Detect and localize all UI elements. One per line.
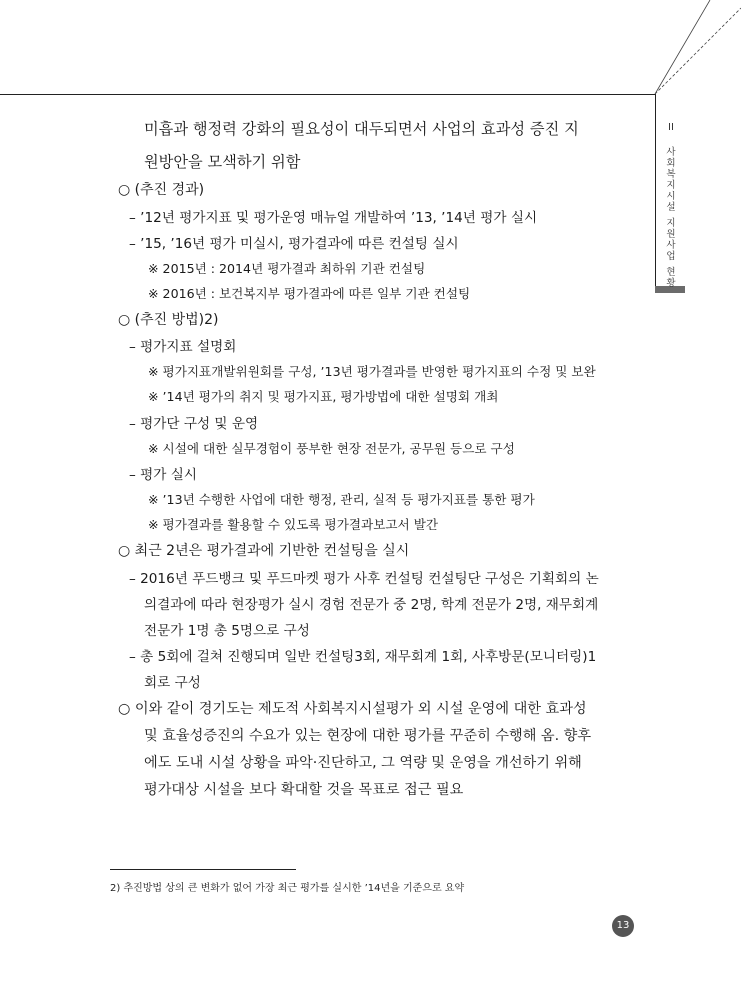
body-line: – ’12년 평가지표 및 평가운영 매뉴얼 개발하여 ’13, ’14년 평가 실시 (129, 210, 538, 226)
body-line: 미흡과 행정력 강화의 필요성이 대두되면서 사업의 효과성 증진 지 (144, 120, 579, 138)
body-line: ○ (추진 방법)2) (118, 312, 219, 328)
body-line: 전문가 1명 총 5명으로 구성 (144, 623, 310, 639)
chapter-title-char: 지 (666, 180, 676, 191)
body-line: – 평가 실시 (129, 467, 197, 483)
body-line: ※ 평가지표개발위원회를 구성, ’13년 평가결과를 반영한 평가지표의 수정 및 보완 (148, 364, 596, 379)
body-line: 의결과에 따라 현장평가 실시 경험 전문가 중 2명, 학계 전문가 2명, 재무회계 (144, 597, 599, 613)
body-line: 에도 도내 시설 상황을 파악·진단하고, 그 역량 및 운영을 개선하기 위해 (144, 755, 582, 771)
body-line: ※ 시설에 대한 실무경험이 풍부한 현장 전문가, 공무원 등으로 구성 (148, 441, 515, 456)
body-line: ○ (추진 경과) (118, 182, 205, 198)
chapter-title-char: 복 (666, 169, 676, 180)
chapter-tab-rule (655, 94, 656, 286)
chapter-title (662, 147, 680, 289)
body-line: ※ 평가결과를 활용할 수 있도록 평가결과보고서 발간 (148, 517, 439, 532)
chapter-title-char: 현 (666, 267, 676, 278)
body-line: ※ ’14년 평가의 취지 및 평가지표, 평가방법에 대한 설명회 개최 (148, 389, 499, 404)
footnote-rule (110, 869, 296, 870)
chapter-number: II (668, 122, 674, 133)
chapter-title-char: 황 (666, 278, 676, 289)
body-line: – 2016년 푸드뱅크 및 푸드마켓 평가 사후 컨설팅 컨설팅단 구성은 기획회의 논 (129, 571, 599, 587)
chapter-title-char: 원 (666, 229, 676, 240)
body-line: 평가대상 시설을 보다 확대할 것을 목표로 접근 필요 (144, 782, 464, 798)
footnote: 2) 추진방법 상의 큰 변화가 없어 가장 최근 평가를 실시한 ’14년을 기준으로 요약 (110, 883, 465, 894)
chapter-title-char: 시 (666, 191, 676, 202)
page-number: 13 (612, 915, 634, 937)
body-line: ※ 2016년 : 보건복지부 평가결과에 따른 일부 기관 컨설팅 (148, 286, 471, 301)
chapter-title-char: 설 (666, 202, 676, 213)
body-line: 회로 구성 (144, 675, 201, 691)
chapter-title-char: 지 (666, 218, 676, 229)
chapter-title-char: 사 (666, 240, 676, 251)
chapter-title-char: 업 (666, 251, 676, 262)
chapter-title-char: 사 (666, 147, 676, 158)
body-line: ○ 이와 같이 경기도는 제도적 사회복지시설평가 외 시설 운영에 대한 효과성 (118, 701, 587, 717)
body-line: – 평가지표 설명회 (129, 339, 237, 355)
body-line: – 평가단 구성 및 운영 (129, 416, 259, 432)
chapter-sidebar (662, 122, 680, 289)
body-line: ○ 최근 2년은 평가결과에 기반한 컨설팅을 실시 (118, 543, 410, 559)
body-line: 원방안을 모색하기 위함 (144, 153, 301, 171)
header-rule (0, 94, 655, 95)
body-line: 및 효율성증진의 수요가 있는 현장에 대한 평가를 꾸준히 수행해 옴. 향후 (144, 728, 592, 744)
body-line: ※ ’13년 수행한 사업에 대한 행정, 관리, 실적 등 평가지표를 통한 평가 (148, 492, 535, 507)
chapter-title-char: 회 (666, 158, 676, 169)
body-line: ※ 2015년 : 2014년 평가결과 최하위 기관 컨설팅 (148, 261, 426, 276)
body-line: – 총 5회에 걸쳐 진행되며 일반 컨설팅3회, 재무회계 1회, 사후방문(모니터링)1 (129, 649, 597, 665)
page-corner-decoration (650, 0, 741, 100)
body-line: – ’15, ’16년 평가 미실시, 평가결과에 따른 컨설팅 실시 (129, 236, 459, 252)
